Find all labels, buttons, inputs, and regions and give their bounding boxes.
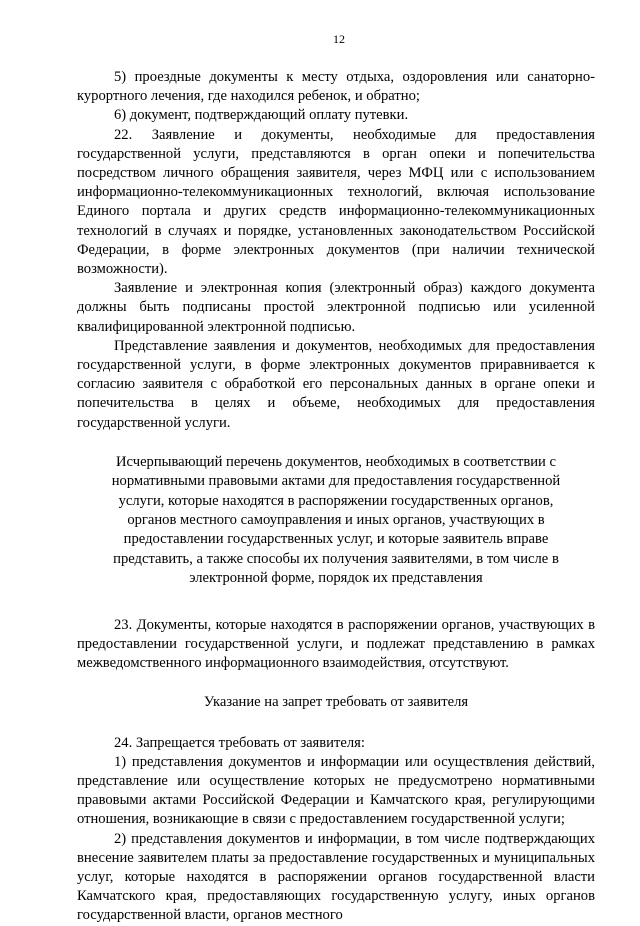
paragraph-23: 23. Документы, которые находятся в распоряжении органов, участвующих в предоставлении государственной услуги, и подлежат представлению в рамках межведомственного информационного взаимодействия, отсутствуют. [77,616,595,672]
spacer [77,673,595,693]
paragraph-24-item-1: 1) представления документов и информации или осуществления действий, представление или осуществление которых не предусмотрено нормативными правовыми актами Российской Федерации и Камчатского края, регулирующими отношения, возникающие в связи с предоставлением государственной услуги; [77,753,595,828]
page-number: 12 [333,32,345,46]
paragraph-22: 22. Заявление и документы, необходимые для предоставления государственной услуги, представляются в орган опеки и попечительства посредством личного обращения заявителя, через МФЦ или с использованием информационно-телекоммуникационных технологий, включая использование Единого портала и других средств информационно-телекоммуникационных технологий в случаях и порядке, установленных законодательством Российской Федерации, в форме электронных документов (при наличии технической возможности). [77,126,595,278]
paragraph-item-6: 6) документ, подтверждающий оплату путевки. [114,107,409,124]
spacer [77,433,595,453]
section-heading-prohibition: Указание на запрет требовать от заявителя [203,694,469,711]
paragraph-24: 24. Запрещается требовать от заявителя: [114,734,365,751]
section-heading-documents: Исчерпывающий перечень документов, необходимых в соответствии с нормативными правовыми актами для предоставления государственной услуги, которые находятся в распоряжении государственных органов, органов местного самоуправления и иных органов, участвующих в предоставлении государственных услуг, и которые заявитель вправе представить, а также способы их получения заявителями, в том числе в электронной форме, порядок их представления [111,453,561,587]
paragraph-consent: Представление заявления и документов, необходимых для предоставления государственной услуги, в форме электронных документов приравнивается к согласию заявителя с обработкой его персональных данных в органе опеки и попечительства в целях и объеме, необходимых для предоставления государственной услуги. [77,337,595,431]
document-page [77,32,595,926]
paragraph-24-item-2: 2) представления документов и информации, в том числе подтверждающих внесение заявителем платы за предоставление государственных и муниципальных услуг, которые находятся в распоряжении органов государственной власти Камчатского края, предоставляющих государственную услугу, иных органов государственной власти, органов местного [77,830,595,924]
spacer [77,589,595,616]
paragraph-electronic-signature: Заявление и электронная копия (электронный образ) каждого документа должны быть подписаны простой электронной подписью или усиленной квалифицированной электронной подписью. [77,280,595,335]
spacer [77,713,595,734]
paragraph-item-5: 5) проездные документы к месту отдыха, оздоровления или санаторно-курортного лечения, где находился ребенок, и обратно; [77,69,595,105]
